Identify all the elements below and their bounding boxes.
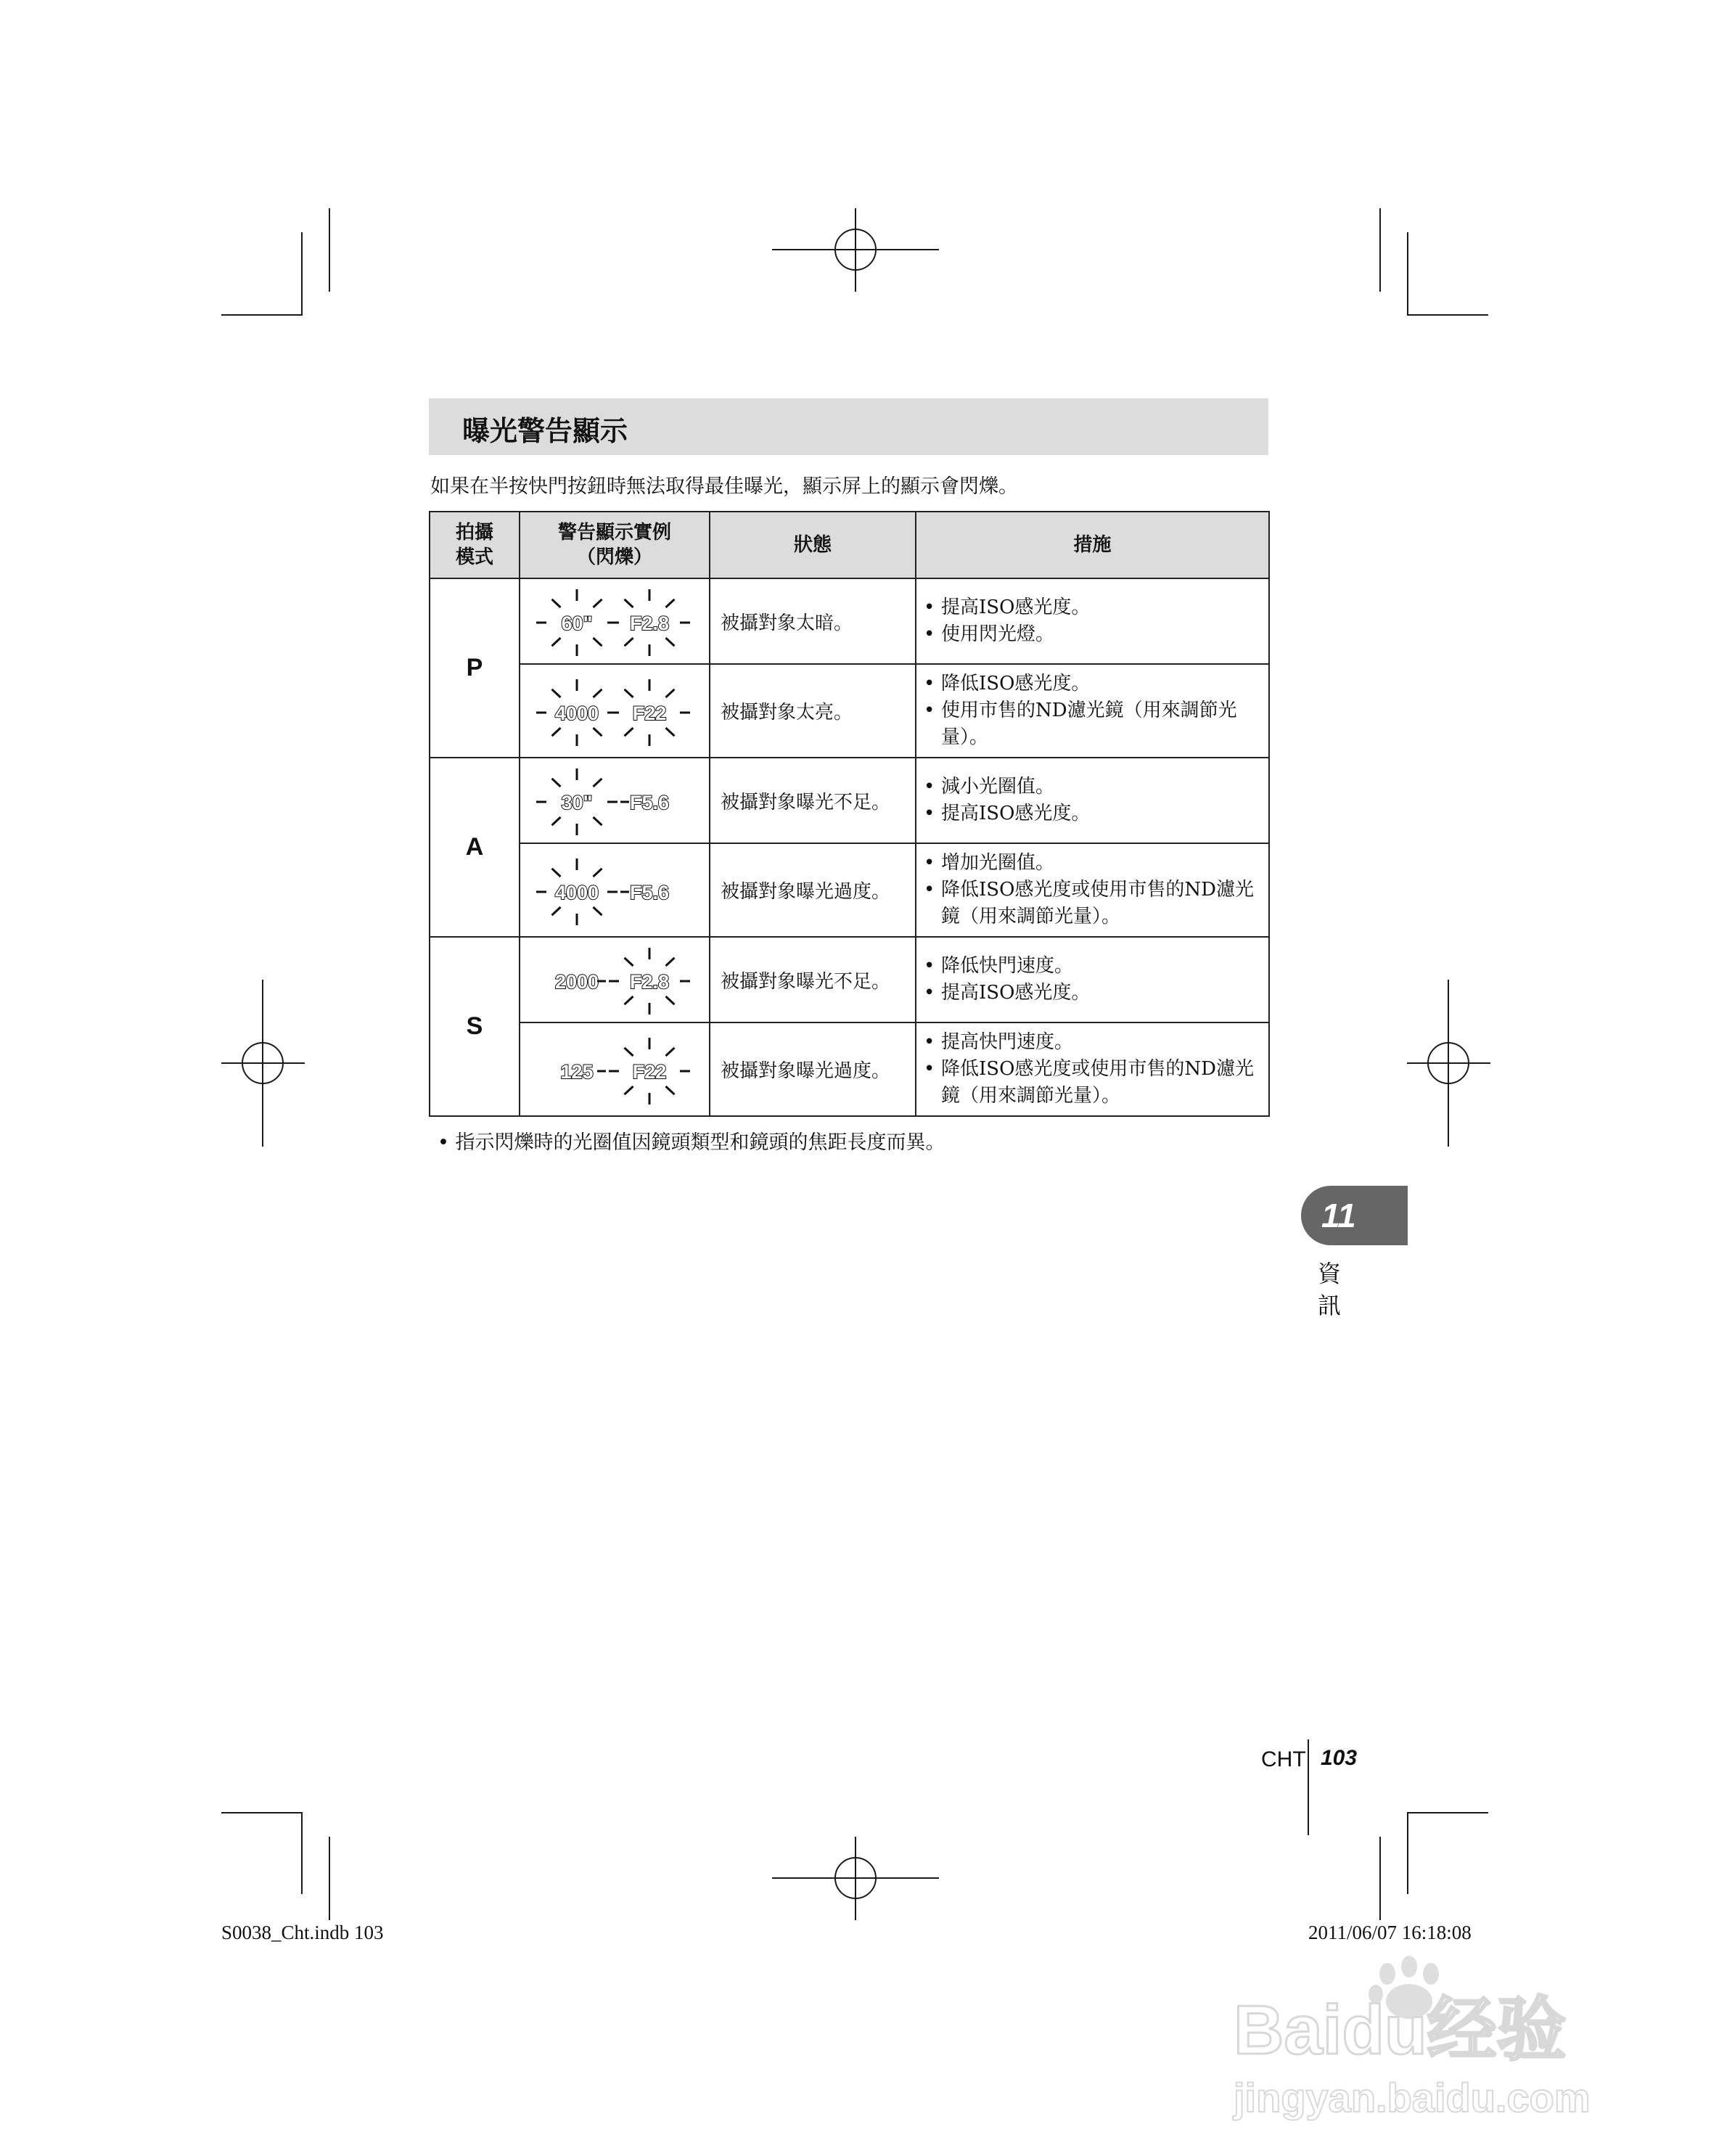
aperture-value: F2.8 [629, 971, 670, 993]
blink-display [528, 854, 702, 927]
crop-mark [1379, 208, 1381, 292]
registration-mark-top [772, 208, 939, 292]
ray-line [666, 1047, 675, 1055]
state-cell: 被攝對象太暗。 [710, 578, 916, 664]
ray-line [625, 638, 633, 646]
mode-cell: A [430, 758, 520, 937]
warning-display-cell [520, 578, 710, 664]
print-slug-date: 2011/06/07 16:18:08 [1308, 1922, 1472, 1943]
crop-mark [301, 232, 303, 314]
table-row [430, 1022, 1269, 1116]
shutter-value: 2000 [554, 971, 599, 993]
mode-cell: S [430, 937, 520, 1116]
shutter-value: 30" [561, 792, 593, 813]
crop-mark [329, 1837, 330, 1920]
blink-display [528, 943, 702, 1016]
aperture-value: F5.6 [629, 881, 670, 903]
watermark-url: jingyan.baidu.com [1234, 2075, 1591, 2120]
exposure-warning-table [429, 511, 1270, 1117]
ray-line [594, 868, 602, 876]
crop-mark [329, 208, 330, 292]
ray-line [594, 728, 602, 736]
table-row [430, 758, 1269, 843]
chapter-tab [1301, 1186, 1408, 1245]
blink-display [528, 585, 702, 657]
table-row [430, 937, 1269, 1022]
action-item: • 提高快門速度。 [924, 1029, 1261, 1056]
table-row [430, 578, 1269, 664]
state-cell: 被攝對象太亮。 [710, 664, 916, 758]
state-cell: 被攝對象曝光不足。 [710, 758, 916, 843]
footer-divider [1308, 1739, 1309, 1835]
registration-mark-left [221, 980, 305, 1147]
table-row [430, 664, 1269, 758]
ray-line [625, 728, 633, 736]
ray-line [594, 638, 602, 646]
ray-line [594, 817, 602, 825]
mode-cell: P [430, 578, 520, 758]
ray-line [552, 907, 561, 915]
aperture-value: F22 [632, 1060, 667, 1083]
aperture-value: F5.6 [629, 792, 670, 813]
action-list [924, 594, 1261, 648]
state-cell: 被攝對象曝光過度。 [710, 1022, 916, 1116]
warning-display-cell [520, 1022, 710, 1116]
ray-line [666, 638, 675, 646]
action-item: • 提高ISO感光度。 [924, 594, 1261, 621]
crop-mark [221, 1812, 303, 1813]
action-item: • 降低ISO感光度或使用市售的ND濾光鏡（用來調節光量）。 [924, 1056, 1261, 1110]
crop-mark [301, 1812, 303, 1894]
ray-line [594, 779, 602, 787]
ray-line [666, 1086, 675, 1094]
warning-display-cell [520, 937, 710, 1022]
ray-line [666, 996, 675, 1004]
ray-line [666, 958, 675, 966]
ray-line [666, 728, 675, 736]
action-item: • 使用市售的ND濾光鏡（用來調節光量）。 [924, 697, 1261, 751]
aperture-value: F22 [632, 702, 667, 724]
shutter-value: 4000 [554, 881, 599, 903]
action-cell [916, 937, 1269, 1022]
warning-display-cell [520, 758, 710, 843]
baidu-watermark [1219, 1952, 1611, 2134]
ray-line [625, 996, 633, 1004]
crop-mark [1407, 232, 1408, 314]
action-cell [916, 1022, 1269, 1116]
action-item: • 降低ISO感光度。 [924, 671, 1261, 697]
section-title: 曝光警告顯示 [462, 415, 628, 447]
action-list [924, 774, 1261, 827]
ray-line [594, 599, 602, 607]
chapter-label: 資訊 [1317, 1260, 1341, 1319]
table-row [430, 843, 1269, 937]
ray-line [594, 907, 602, 915]
table-header-row [430, 512, 1269, 578]
state-cell: 被攝對象曝光不足。 [710, 937, 916, 1022]
ray-line [666, 599, 675, 607]
crop-mark [221, 314, 303, 316]
blink-display [528, 1033, 702, 1106]
blink-display [528, 764, 702, 837]
action-cell [916, 843, 1269, 937]
header-action: 措施 [916, 512, 1269, 578]
action-cell [916, 664, 1269, 758]
ray-line [594, 689, 602, 697]
ray-line [625, 958, 633, 966]
action-item: • 降低快門速度。 [924, 953, 1261, 980]
ray-line [666, 689, 675, 697]
registration-mark-right [1407, 980, 1490, 1147]
header-example: 警告顯示實例 （閃爍） [520, 512, 710, 578]
crop-mark [1379, 1837, 1381, 1920]
intro-text: 如果在半按快門按鈕時無法取得最佳曝光，顯示屏上的顯示會閃爍。 [430, 475, 1018, 498]
action-list [924, 953, 1261, 1007]
action-item: • 減小光圈值。 [924, 774, 1261, 800]
action-item: • 增加光圈值。 [924, 850, 1261, 877]
chapter-number: 11 [1321, 1197, 1356, 1234]
ray-line [552, 728, 561, 736]
action-cell [916, 578, 1269, 664]
ray-line [625, 599, 633, 607]
crop-mark [1407, 314, 1488, 316]
ray-line [625, 1086, 633, 1094]
action-list [924, 671, 1261, 751]
header-mode: 拍攝 模式 [430, 512, 520, 578]
crop-mark [1407, 1812, 1408, 1894]
shutter-value: 125 [560, 1060, 594, 1083]
action-item: • 使用閃光燈。 [924, 621, 1261, 648]
blink-display [528, 675, 702, 747]
ray-line [552, 868, 561, 876]
aperture-value: F2.8 [629, 612, 670, 634]
section-title-bar [429, 398, 1268, 455]
page-language: CHT [1261, 1747, 1306, 1771]
warning-display-cell [520, 664, 710, 758]
warning-display-cell [520, 843, 710, 937]
action-item: • 提高ISO感光度。 [924, 800, 1261, 827]
ray-line [625, 689, 633, 697]
print-slug-file: S0038_Cht.indb 103 [221, 1922, 384, 1943]
page-number: 103 [1321, 1746, 1358, 1770]
action-cell [916, 758, 1269, 843]
shutter-value: 4000 [554, 702, 599, 724]
footnote: • 指示閃爍時的光圈值因鏡頭類型和鏡頭的焦距長度而異。 [438, 1131, 945, 1154]
shutter-value: 60" [561, 612, 593, 634]
ray-line [552, 599, 561, 607]
action-list [924, 1029, 1261, 1110]
action-item: • 降低ISO感光度或使用市售的ND濾光鏡（用來調節光量）。 [924, 877, 1261, 930]
ray-line [625, 1047, 633, 1055]
action-list [924, 850, 1261, 930]
action-item: • 提高ISO感光度。 [924, 980, 1261, 1007]
registration-mark-bottom [772, 1837, 939, 1920]
header-state: 狀態 [710, 512, 916, 578]
state-cell: 被攝對象曝光過度。 [710, 843, 916, 937]
ray-line [552, 689, 561, 697]
crop-mark [1407, 1812, 1488, 1813]
watermark-brand: Baidu经验 [1234, 1991, 1567, 2069]
ray-line [552, 817, 561, 825]
ray-line [552, 638, 561, 646]
ray-line [552, 779, 561, 787]
